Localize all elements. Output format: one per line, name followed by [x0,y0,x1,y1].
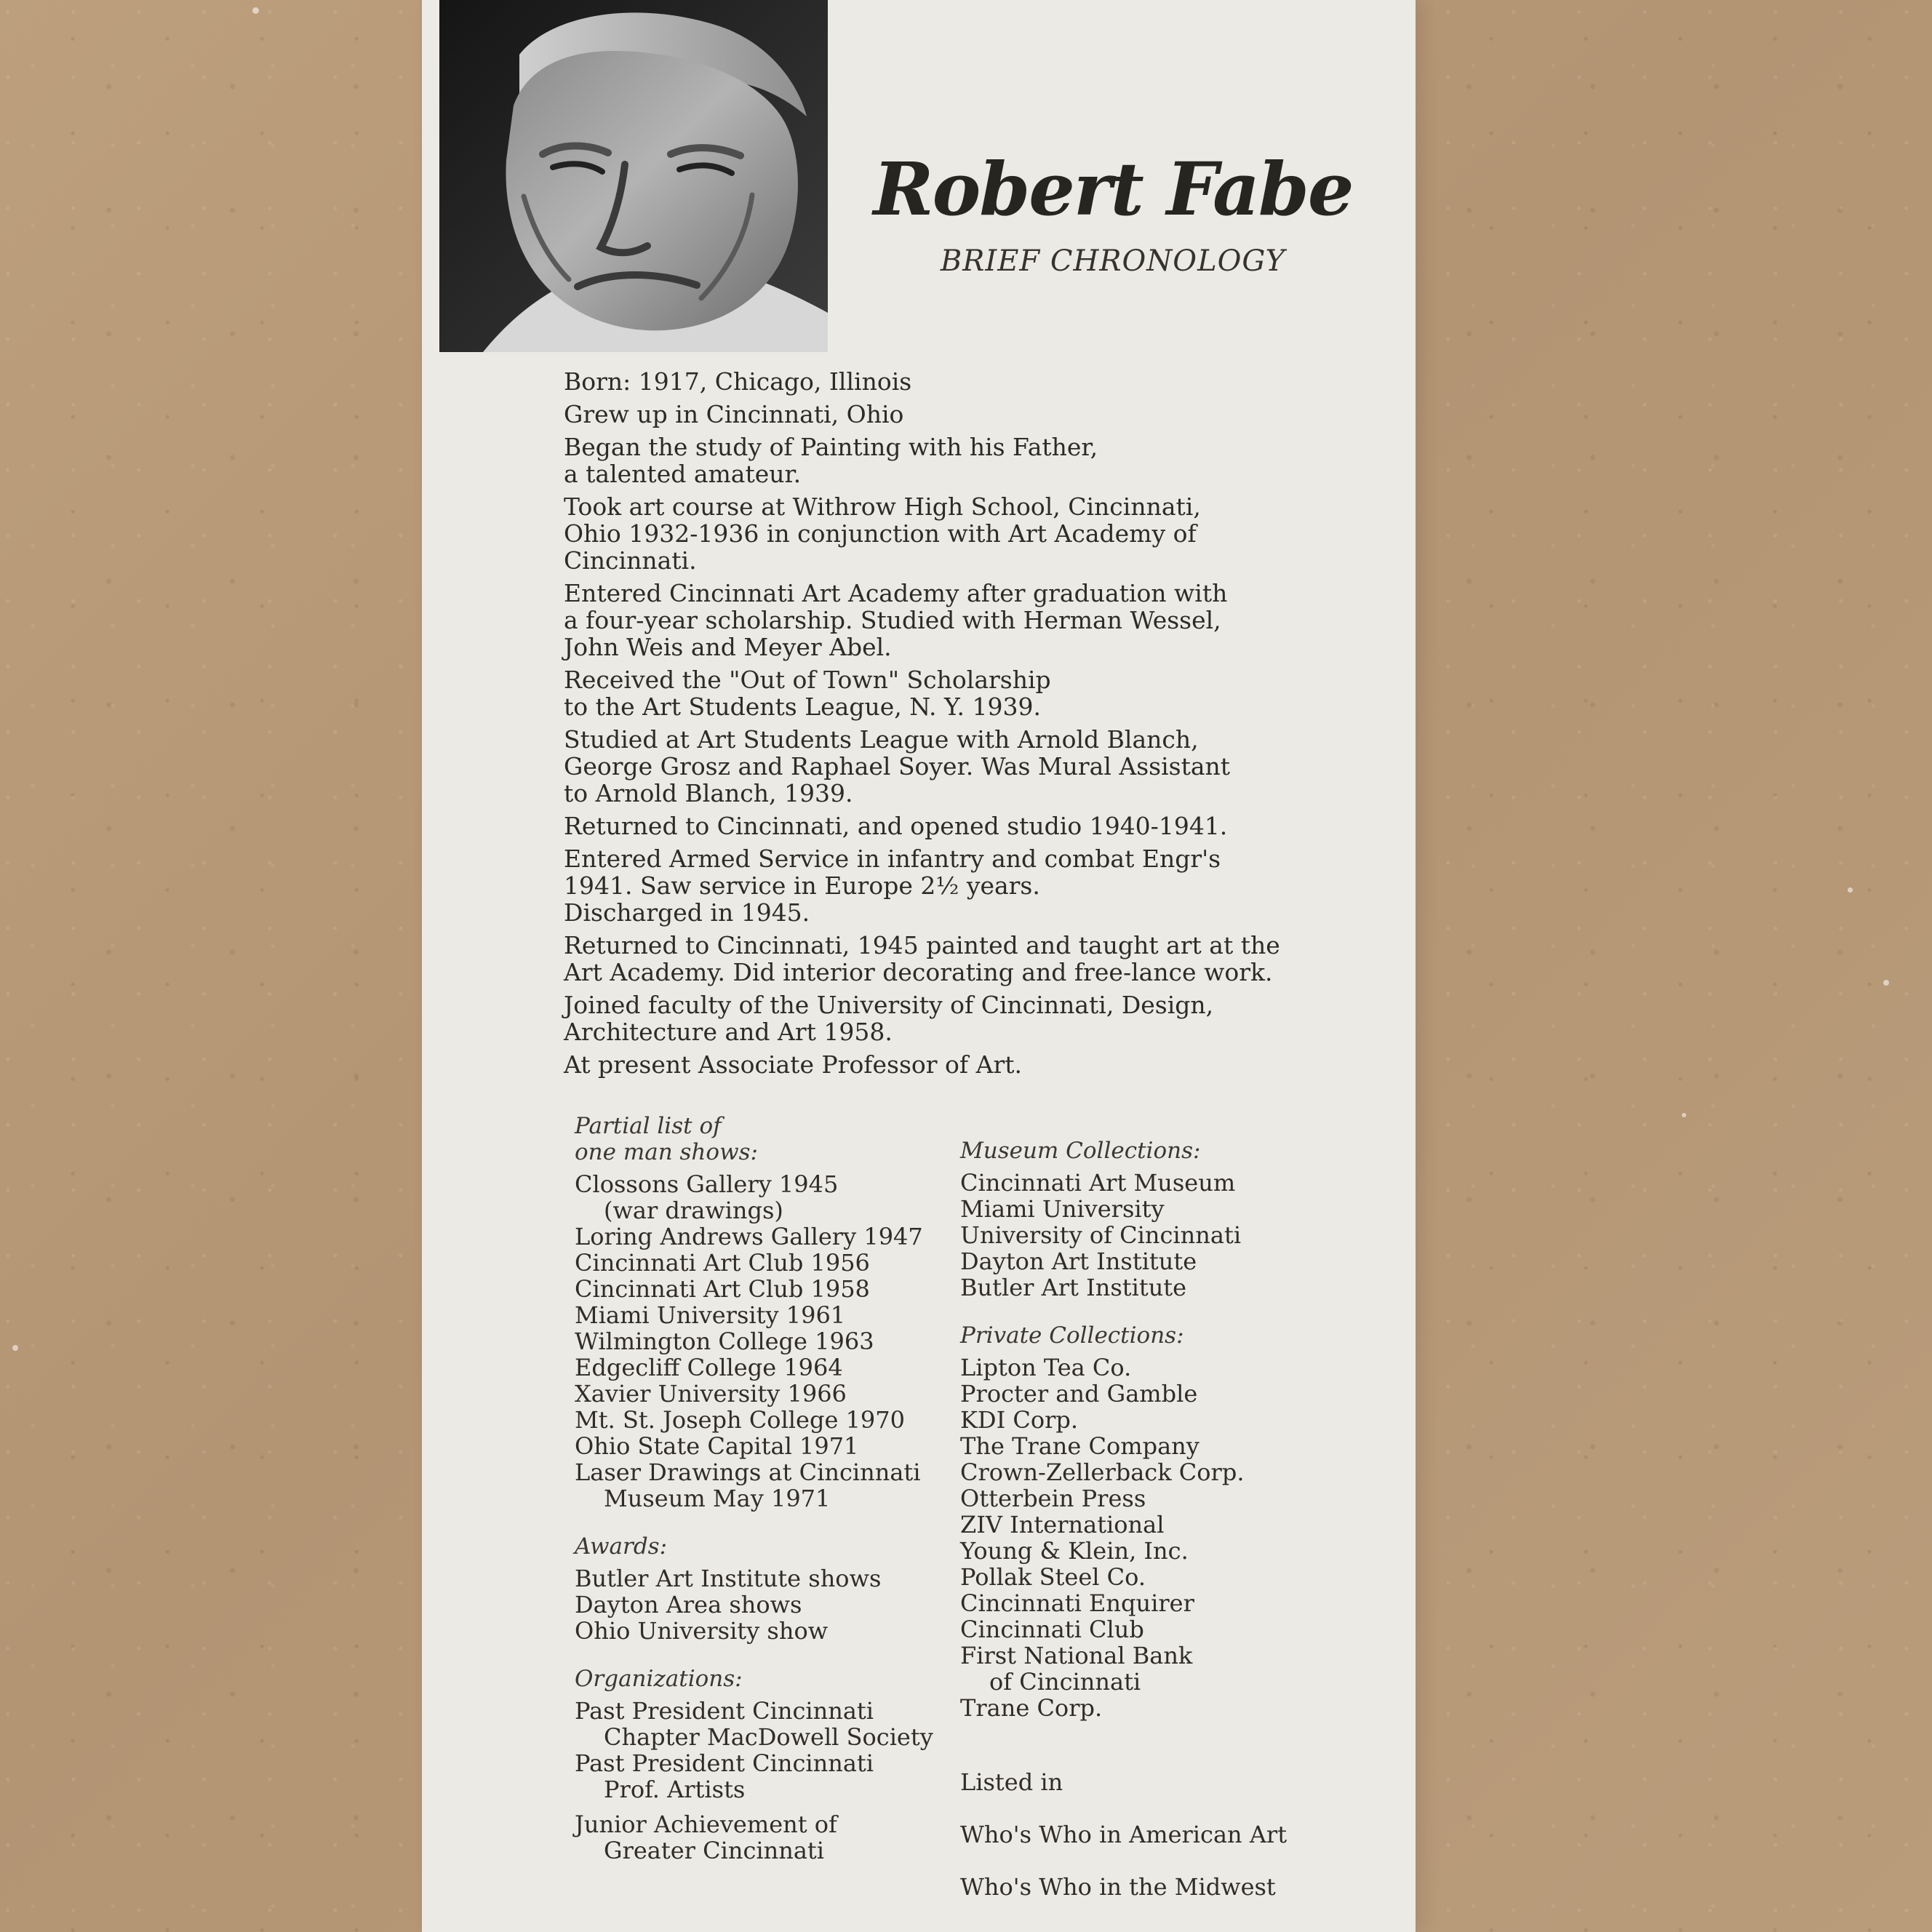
organizations-title: Organizations: [575,1666,743,1692]
list-item: Cincinnati Art Club 1958 [575,1275,870,1303]
chronology-entry: Grew up in Cincinnati, Ohio [564,400,904,428]
list-item: Miami University 1961 [575,1301,846,1329]
list-item: Cincinnati Club [960,1616,1144,1643]
list-item: Trane Corp. [960,1694,1103,1722]
private-collections-title: Private Collections: [960,1322,1184,1349]
list-item: The Trane Company [960,1432,1199,1460]
list-item-wrap: Museum May 1971 [604,1485,831,1512]
title-block [873,146,1353,278]
list-item-wrap: Greater Cincinnati [604,1837,825,1864]
listed-in-item: Who's Who in the Midwest [960,1873,1276,1901]
list-item-wrap: of Cincinnati [989,1668,1141,1696]
listed-in-item: Who's Who in American Art [960,1821,1288,1848]
list-item: University of Cincinnati [960,1221,1242,1249]
list-item: Pollak Steel Co. [960,1563,1146,1591]
portrait-illustration [439,0,828,352]
list-item: ZIV International [960,1511,1165,1538]
chronology-entry: Received the "Out of Town" Scholarship to the Art Students League, N. Y. 1939. [564,666,1051,721]
background-speckle [252,7,259,14]
list-item: Laser Drawings at Cincinnati [575,1458,921,1486]
list-item [575,1837,953,1864]
list-item: Cincinnati Art Club 1956 [575,1249,870,1277]
organizations-list [575,1698,953,1864]
list-item [575,1197,953,1224]
list-item: Dayton Art Institute [960,1248,1197,1275]
background-speckle [1883,980,1889,986]
list-item: Dayton Area shows [575,1591,802,1618]
list-item: Edgecliff College 1964 [575,1354,843,1381]
listed-in-block [960,1743,1411,1926]
list-item: Loring Andrews Gallery 1947 [575,1223,923,1250]
chronology-entry: Entered Cincinnati Art Academy after graduation with a four-year scholarship. Studied with Herman Wessel, John Weis and Meyer Abel. [564,579,1228,661]
list-item: Mt. St. Joseph College 1970 [575,1406,905,1434]
list-item-wrap: (war drawings) [604,1197,783,1224]
list-item [960,1669,1411,1695]
background-speckle [1682,1113,1686,1117]
list-item: Xavier University 1966 [575,1380,847,1408]
list-item: KDI Corp. [960,1406,1079,1434]
list-item: Past President Cincinnati [575,1697,874,1725]
background-speckle [1848,887,1853,893]
list-item: Butler Art Institute [960,1274,1187,1301]
list-item: Cincinnati Enquirer [960,1589,1194,1617]
chronology-list [564,368,1280,1084]
list-item: Procter and Gamble [960,1380,1198,1408]
list-item [575,1485,953,1512]
document-title: Robert Fabe [873,146,1353,232]
chronology-sheet [422,0,1416,1932]
list-item: Young & Klein, Inc. [960,1537,1189,1565]
list-item-wrap: Chapter MacDowell Society [604,1723,933,1751]
list-item-wrap: Prof. Artists [604,1776,746,1803]
chronology-entry: At present Associate Professor of Art. [564,1050,1022,1079]
chronology-entry: Born: 1917, Chicago, Illinois [564,367,912,396]
list-item: Crown-Zellerback Corp. [960,1458,1245,1486]
list-item: Otterbein Press [960,1485,1146,1512]
chronology-entry: Entered Armed Service in infantry and combat Engr's 1941. Saw service in Europe 2½ years. Discharged in 1945. [564,845,1221,927]
list-item: Ohio State Capital 1971 [575,1432,859,1460]
background-speckle [12,1345,18,1351]
chronology-entry: Took art course at Withrow High School, Cincinnati, Ohio 1932-1936 in conjunction with Art Academy of Cincinnati. [564,492,1201,575]
list-item: Butler Art Institute shows [575,1565,882,1592]
chronology-entry: Returned to Cincinnati, and opened studio 1940-1941. [564,812,1228,840]
document-subtitle: BRIEF CHRONOLOGY [940,244,1286,278]
private-collections-list [960,1354,1411,1721]
museum-collections-list [960,1170,1411,1301]
portrait-photo [439,0,828,352]
right-column [960,1138,1411,1926]
list-item: Cincinnati Art Museum [960,1169,1236,1197]
chronology-entry: Began the study of Painting with his Father, a talented amateur. [564,433,1098,488]
list-item: Junior Achievement of [575,1811,837,1838]
awards-list [575,1565,953,1644]
one-man-shows-title: Partial list of one man shows: [575,1113,758,1165]
one-man-shows-list [575,1171,953,1512]
chronology-entry: Returned to Cincinnati, 1945 painted and taught art at the Art Academy. Did interior decorating and free-lance work. [564,931,1280,986]
list-item: Clossons Gallery 1945 [575,1170,839,1198]
awards-title: Awards: [575,1533,668,1560]
list-item: Ohio University show [575,1617,829,1645]
left-column [575,1113,953,1885]
museum-collections-title: Museum Collections: [960,1138,1201,1164]
listed-in-title: Listed in [960,1768,1063,1796]
list-item [575,1724,953,1750]
list-item: Miami University [960,1195,1165,1223]
list-item: Wilmington College 1963 [575,1328,874,1355]
list-item: First National Bank [960,1642,1193,1669]
chronology-entry: Studied at Art Students League with Arnold Blanch, George Grosz and Raphael Soyer. Was Mural Assistant to Arnold Blanch, 1939. [564,725,1231,807]
list-item: Lipton Tea Co. [960,1354,1132,1381]
chronology-entry: Joined faculty of the University of Cincinnati, Design, Architecture and Art 1958. [564,991,1214,1046]
list-item: Past President Cincinnati [575,1749,874,1777]
list-item [575,1776,953,1803]
